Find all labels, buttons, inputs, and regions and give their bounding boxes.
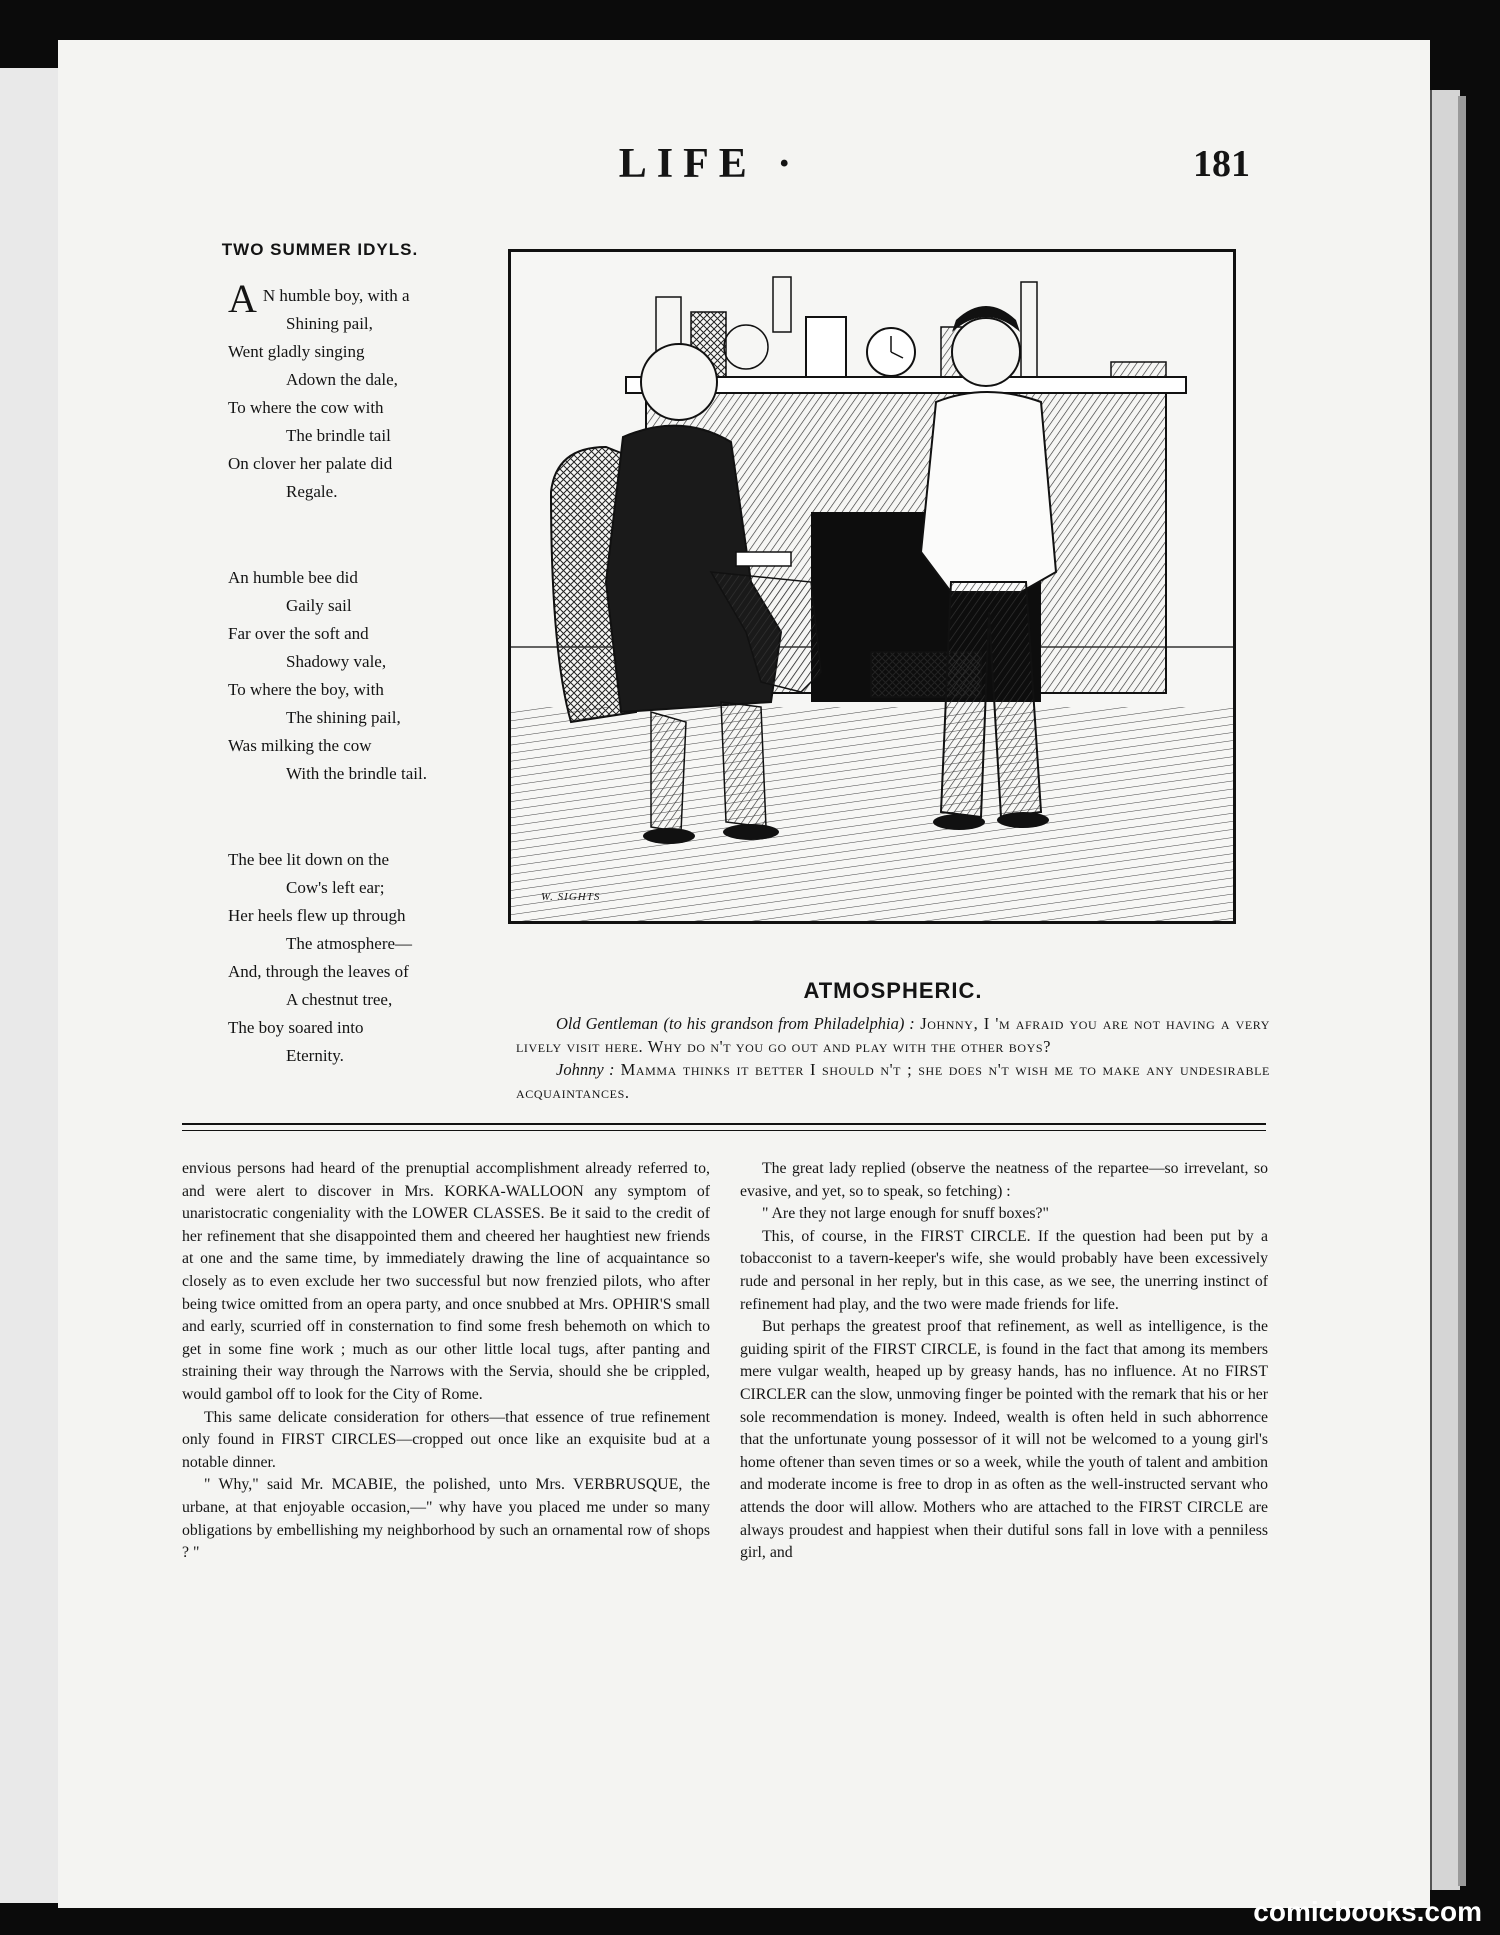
masthead-title: LIFE · (618, 141, 802, 187)
poem-stanza-3 (140, 846, 500, 1070)
poem-line: Adown the dale, (286, 370, 398, 389)
poem-title: TWO SUMMER IDYLS. (221, 240, 419, 259)
caption-line: Mamma thinks it better I should n't ; she does n't wish me to make any undesirable acquaintances. (516, 1060, 1270, 1102)
section-divider (182, 1123, 1266, 1125)
caption-dialogue-2 (516, 1058, 1270, 1104)
article-paragraph: " Why," said Mr. MCABIE, the polished, unto Mrs. VERBRUSQUE, the urbane, at that enjoyable occasion,—" why have you placed me under so many obligations by embellishing my neighborhood by such an ornamental row of shops ? " (182, 1476, 710, 1562)
poem-line: On clover her palate did (228, 454, 393, 473)
poem-line: Shadowy vale, (286, 652, 387, 671)
poem-line: Was milking the cow (228, 736, 372, 755)
poem-line: The brindle tail (286, 426, 391, 445)
article-paragraph: This, of course, in the FIRST CIRCLE. If the question had been put by a tobacconist to a tavern-keeper's wife, she would probably have been excessively rude and personal in her reply, but in this case, as we see, the unerring instinct of refinement had play, and the two were made friends for life. (740, 1227, 1268, 1313)
caption-speaker: Old Gentleman (556, 1014, 659, 1033)
caption-stage-direction: (to his grandson from Philadelphia) : (663, 1014, 915, 1033)
caption-speaker: Johnny : (556, 1060, 615, 1079)
poem-first-line: N humble boy, with a (262, 286, 410, 305)
poem-line: Cow's left ear; (286, 878, 385, 897)
shoe (997, 812, 1049, 828)
caption-dialogue-1 (516, 1012, 1270, 1058)
poem-line: With the brindle tail. (286, 764, 427, 783)
drop-cap: A (228, 276, 257, 321)
cartoon-drawing (511, 252, 1233, 921)
site-watermark: comicbooks.com (1253, 1896, 1482, 1927)
poem-line: The shining pail, (286, 708, 401, 727)
cartoon-caption (516, 978, 1270, 1104)
article-paragraph: The great lady replied (observe the neatness of the repartee—so irrevelant, so evasive, and yet, so to speak, so fetching) : (740, 1160, 1268, 1200)
trouser-leg (651, 712, 686, 832)
facing-page-edge (0, 68, 60, 1903)
poem-line: The atmosphere— (286, 934, 413, 953)
section-divider (182, 1130, 1266, 1131)
poem-line: Regale. (286, 482, 338, 501)
boy-head (952, 318, 1020, 386)
poem-line: Gaily sail (286, 596, 352, 615)
caption-line: Johnny, I 'm afraid you are not having a very lively visit here. Why do n't you go out and play with the other boys? (516, 1014, 1271, 1056)
poem-stanza-1 (140, 276, 500, 506)
poem-stanza-2 (140, 564, 500, 788)
poem-line: Went gladly singing (228, 342, 365, 361)
shoe (933, 814, 985, 830)
poem-line: Eternity. (286, 1046, 344, 1065)
poem-line: And, through the leaves of (228, 962, 409, 981)
article-paragraph: " Are they not large enough for snuff boxes?" (762, 1205, 1049, 1223)
picture-frame (806, 317, 846, 377)
playing-card (736, 552, 791, 566)
article-paragraph: This same delicate consideration for others—that essence of true refinement only found in FIRST CIRCLES—cropped out once like an exquisite bud at a notable dinner. (182, 1408, 710, 1471)
old-gentleman-head (641, 344, 717, 420)
shoe (643, 828, 695, 844)
article-paragraph: But perhaps the greatest proof that refinement, as well as intelligence, is the guiding spirit of the FIRST CIRCLE, is found in the fact that among its members mere vulgar wealth, heaped up by greasy hands, has no influence. At no FIRST CIRCLER can the slow, unmoving finger be pointed with the remark that his or her sole recommendation is money. Indeed, wealth is often held in such abhorrence that the unfortunate young possessor of it will not be welcomed to a young girl's home oftener than seven times or so a week, while the youth of talent and ambition and moderate income is free to drop in as often as the well-instructed servant who attends the door will allow. Mothers who are attached to the FIRST CIRCLE are always proudest and happiest when their dutiful sons fall in love with a penniless girl, and (740, 1318, 1268, 1562)
caption-title: ATMOSPHERIC. (803, 978, 983, 1003)
page-stack-shadow (1458, 96, 1466, 1886)
poem (140, 240, 500, 1128)
shoe (723, 824, 779, 840)
poem-line: Far over the soft and (228, 624, 369, 643)
poem-line: To where the boy, with (228, 680, 384, 699)
article-column-left (182, 1158, 710, 1565)
poem-line: To where the cow with (228, 398, 384, 417)
cartoon-illustration (508, 249, 1236, 924)
artist-signature: W. SIGHTS (541, 891, 601, 903)
floor (511, 707, 1233, 921)
poem-line: The bee lit down on the (228, 850, 389, 869)
poem-line: Her heels flew up through (228, 906, 406, 925)
mantel-books (1111, 362, 1166, 377)
poem-line: The boy soared into (228, 1018, 364, 1037)
poem-line: Shining pail, (286, 314, 373, 333)
article-column-right (740, 1158, 1268, 1565)
page-stack-edge (1430, 90, 1460, 1890)
article-paragraph: envious persons had heard of the prenuptial accomplishment already referred to, and were alert to discover in Mrs. KORKA-WALLOON any symptom of unaristocratic congeniality with the LOWER CLASSES. Be it said to the credit of her refinement that she disappointed them and cheered her haughtiest new friends at one and the same time, by immediately drawing the line of acquaintance so closely as to even exclude her two successful but now frenzied pilots, who after being twice omitted from an opera party, and once snubbed at Mrs. OPHIR'S small and early, scurried off in consternation to find some fresh behemoth on which to get in some fine work ; much as our other little local tugs, after panting and straining their way through the Narrows with the Servia, should she be crippled, would gambol off to look for the City of Rome. (182, 1160, 710, 1403)
poem-line: An humble bee did (228, 568, 358, 587)
page-number: 181 (1193, 143, 1250, 185)
boy-jacket (921, 392, 1056, 592)
poem-line: A chestnut tree, (286, 990, 393, 1009)
poem-line (140, 276, 500, 321)
trouser-leg (721, 702, 766, 827)
